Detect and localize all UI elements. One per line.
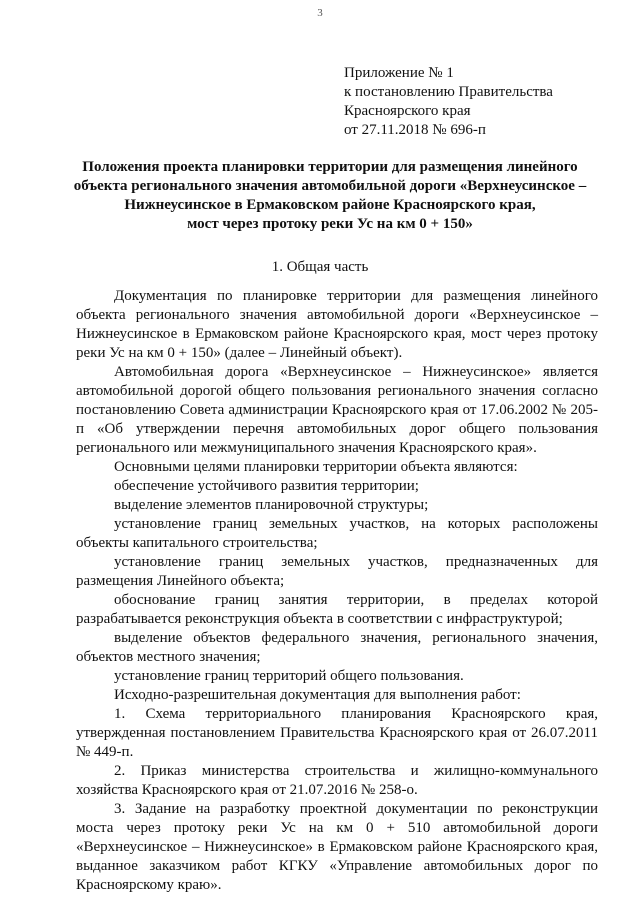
paragraph-documentation: Документация по планировке территории для размещения линейного объекта регионального значения автомобильной дороги «Верхнеусинское – Нижнеусинское в Ермаковском районе Красноярского края, мост через протоку реки Ус на км 0 + 150» (далее – Линейный объект). [76, 288, 598, 361]
appendix-line-1: Приложение № 1 [344, 65, 454, 81]
page-number: 3 [317, 7, 323, 19]
document-body [76, 287, 598, 895]
section-heading: 1. Общая часть [271, 259, 369, 275]
paragraph-goals-intro: Основными целями планировки территории объекта являются: [114, 459, 518, 475]
appendix-line-4: от 27.11.2018 № 696-п [344, 122, 486, 138]
goal-item: обеспечение устойчивого развития территории; [114, 478, 419, 494]
doc-item: 2. Приказ министерства строительства и жилищно-коммунального хозяйства Красноярского края от 21.07.2016 № 258-о. [76, 763, 598, 798]
goal-item: выделение элементов планировочной структуры; [114, 497, 429, 513]
goal-item: выделение объектов федерального значения, регионального значения, объектов местного значения; [76, 630, 598, 665]
appendix-line-3: Красноярского края [344, 103, 471, 119]
title-line-1: Положения проекта планировки территории для размещения линейного [82, 159, 578, 175]
title-line-2: объекта регионального значения автомобильной дороги «Верхнеусинское – [73, 178, 587, 194]
doc-item: 1. Схема территориального планирования Красноярского края, утвержденная постановлением Правительства Красноярского края от 26.07.2011 № 449-п. [76, 706, 598, 760]
doc-item: 3. Задание на разработку проектной документации по реконструкции моста через протоку реки Ус на км 0 + 510 автомобильной дороги «Верхнеусинское – Нижнеусинское» в Ермаковском районе Красноярского края, выданное заказчиком работ КГКУ «Управление автомобильных дорог по Красноярскому краю». [76, 801, 598, 893]
document-title [60, 158, 600, 234]
goal-item: установление границ территорий общего пользования. [114, 668, 464, 684]
goal-item: установление границ земельных участков, предназначенных для размещения Линейного объекта; [76, 554, 598, 589]
paragraph-docs-intro: Исходно-разрешительная документация для выполнения работ: [114, 687, 521, 703]
title-line-4: мост через протоку реки Ус на км 0 + 150» [187, 216, 473, 232]
appendix-reference [344, 64, 614, 140]
goal-item: обоснование границ занятия территории, в пределах которой разрабатывается реконструкция объекта в соответствии с инфраструктурой; [76, 592, 598, 627]
paragraph-road: Автомобильная дорога «Верхнеусинское – Нижнеусинское» является автомобильной дорогой общего пользования регионального значения согласно постановлению Совета администрации Красноярского края от 17.06.2002 № 205-п «Об утверждении перечня автомобильных дорог общего пользования регионального или межмуниципального значения Красноярского края». [76, 364, 598, 456]
goal-item: установление границ земельных участков, на которых расположены объекты капитального строительства; [76, 516, 598, 551]
appendix-line-2: к постановлению Правительства [344, 84, 553, 100]
title-line-3: Нижнеусинское в Ермаковском районе Красноярского края, [124, 197, 536, 213]
